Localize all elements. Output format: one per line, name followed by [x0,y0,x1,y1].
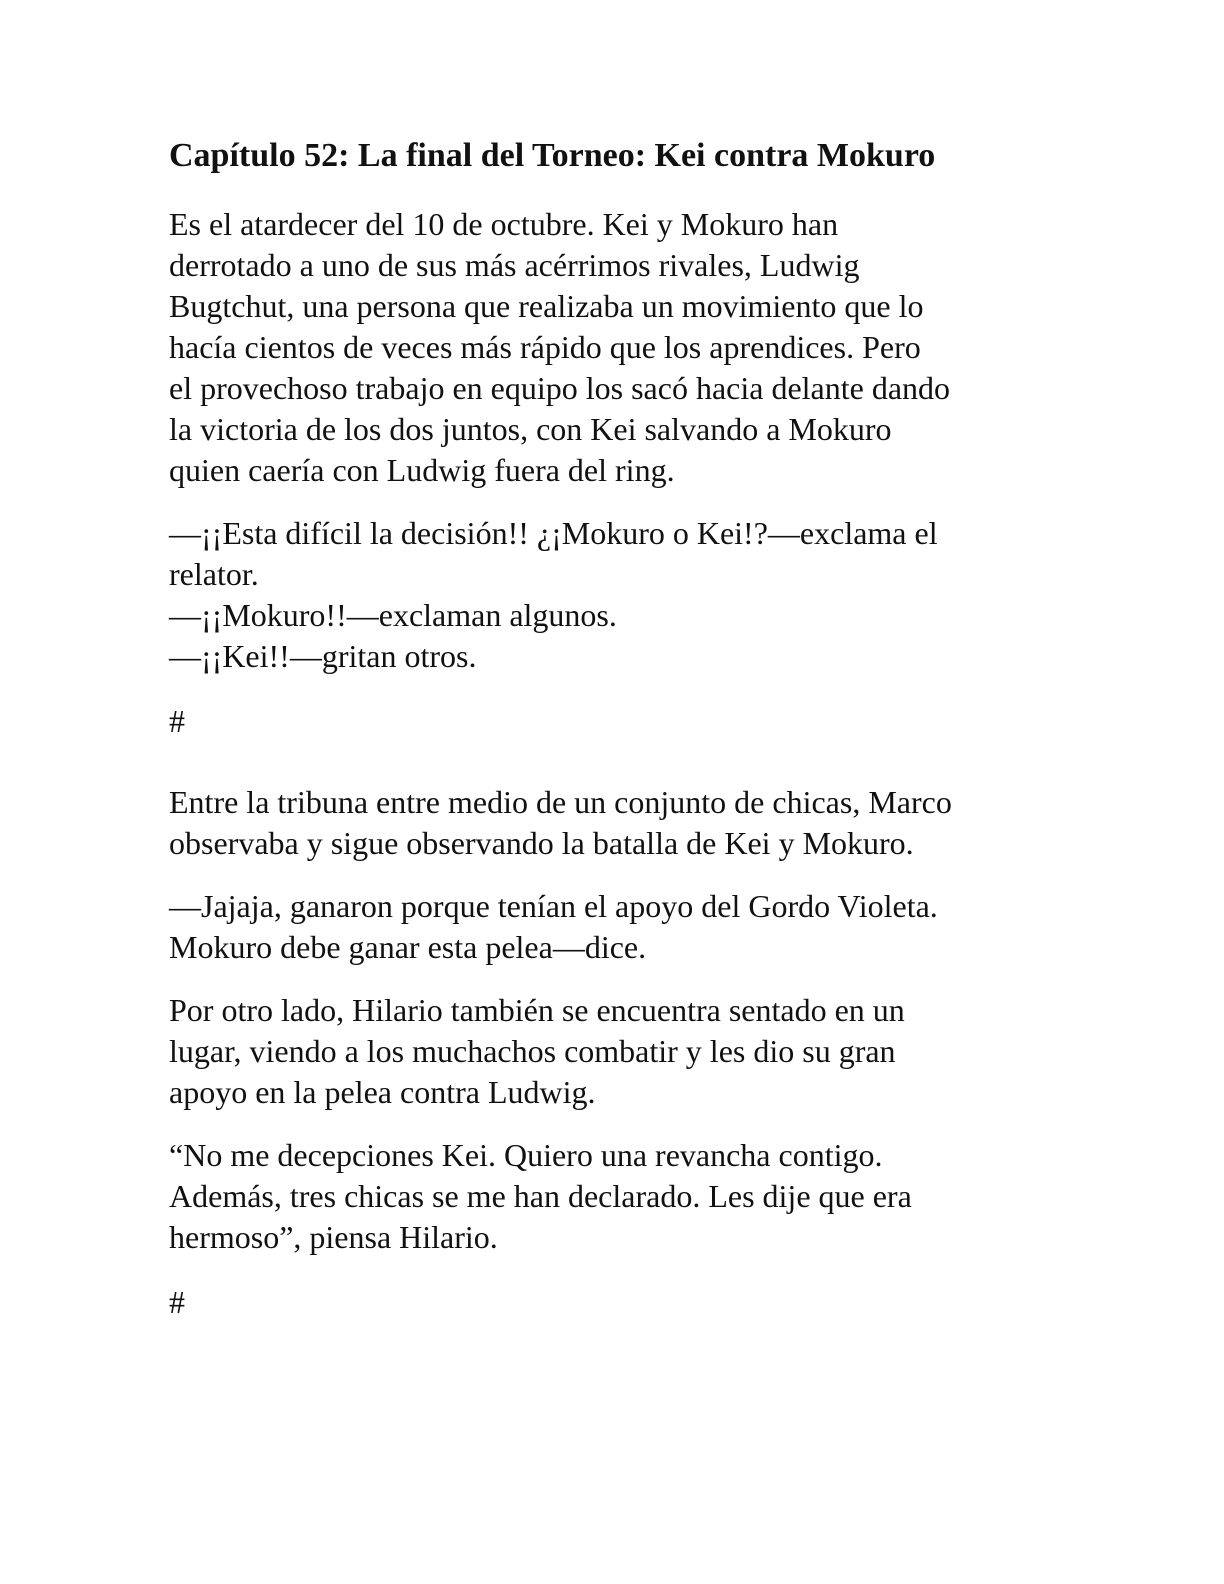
document-page [169,136,1049,1363]
paragraph-line: Bugtchut, una persona que realizaba un movimiento que lo [169,288,924,324]
paragraph-hilario-thought [169,1135,1049,1258]
paragraph-line: quien caería con Ludwig fuera del ring. [169,452,675,488]
paragraph-line: “No me decepciones Kei. Quiero una revancha contigo. [169,1137,883,1173]
dialog-line: —¡¡Mokuro!!—exclaman algunos. [169,597,617,633]
paragraph-line: observaba y sigue observando la batalla de Kei y Mokuro. [169,825,914,861]
paragraph-line: hacía cientos de veces más rápido que los aprendices. Pero [169,329,921,365]
dialog-line: —¡¡Esta difícil la decisión!! ¿¡Mokuro o Kei!?—exclama el [169,515,938,551]
paragraph-line: —Jajaja, ganaron porque tenían el apoyo del Gordo Violeta. [169,888,938,924]
paragraph-line: Entre la tribuna entre medio de un conjunto de chicas, Marco [169,784,952,820]
paragraph-intro [169,204,1049,491]
paragraph-marco-dialog [169,886,1049,968]
paragraph-line: lugar, viendo a los muchachos combatir y les dio su gran [169,1033,896,1069]
chapter-title: Capítulo 52: La final del Torneo: Kei contra Mokuro [169,137,936,174]
paragraph-line: derrotado a uno de sus más acérrimos rivales, Ludwig [169,247,860,283]
paragraph-line: Además, tres chicas se me han declarado. Les dije que era [169,1178,912,1214]
paragraph-hilario [169,990,1049,1113]
dialog-line: —¡¡Kei!!—gritan otros. [169,638,477,674]
paragraph-line: Es el atardecer del 10 de octubre. Kei y Mokuro han [169,206,839,242]
paragraph-line: Mokuro debe ganar esta pelea—dice. [169,929,647,965]
scene-separator: # [169,1284,185,1320]
paragraph-line: la victoria de los dos juntos, con Kei salvando a Mokuro [169,411,892,447]
dialog-block [169,513,1049,677]
paragraph-marco [169,782,1049,864]
dialog-line: relator. [169,556,259,592]
paragraph-line: Por otro lado, Hilario también se encuentra sentado en un [169,992,905,1028]
paragraph-line: apoyo en la pelea contra Ludwig. [169,1074,596,1110]
paragraph-line: el provechoso trabajo en equipo los sacó hacia delante dando [169,370,951,406]
paragraph-line: hermoso”, piensa Hilario. [169,1219,498,1255]
scene-separator: # [169,703,185,739]
